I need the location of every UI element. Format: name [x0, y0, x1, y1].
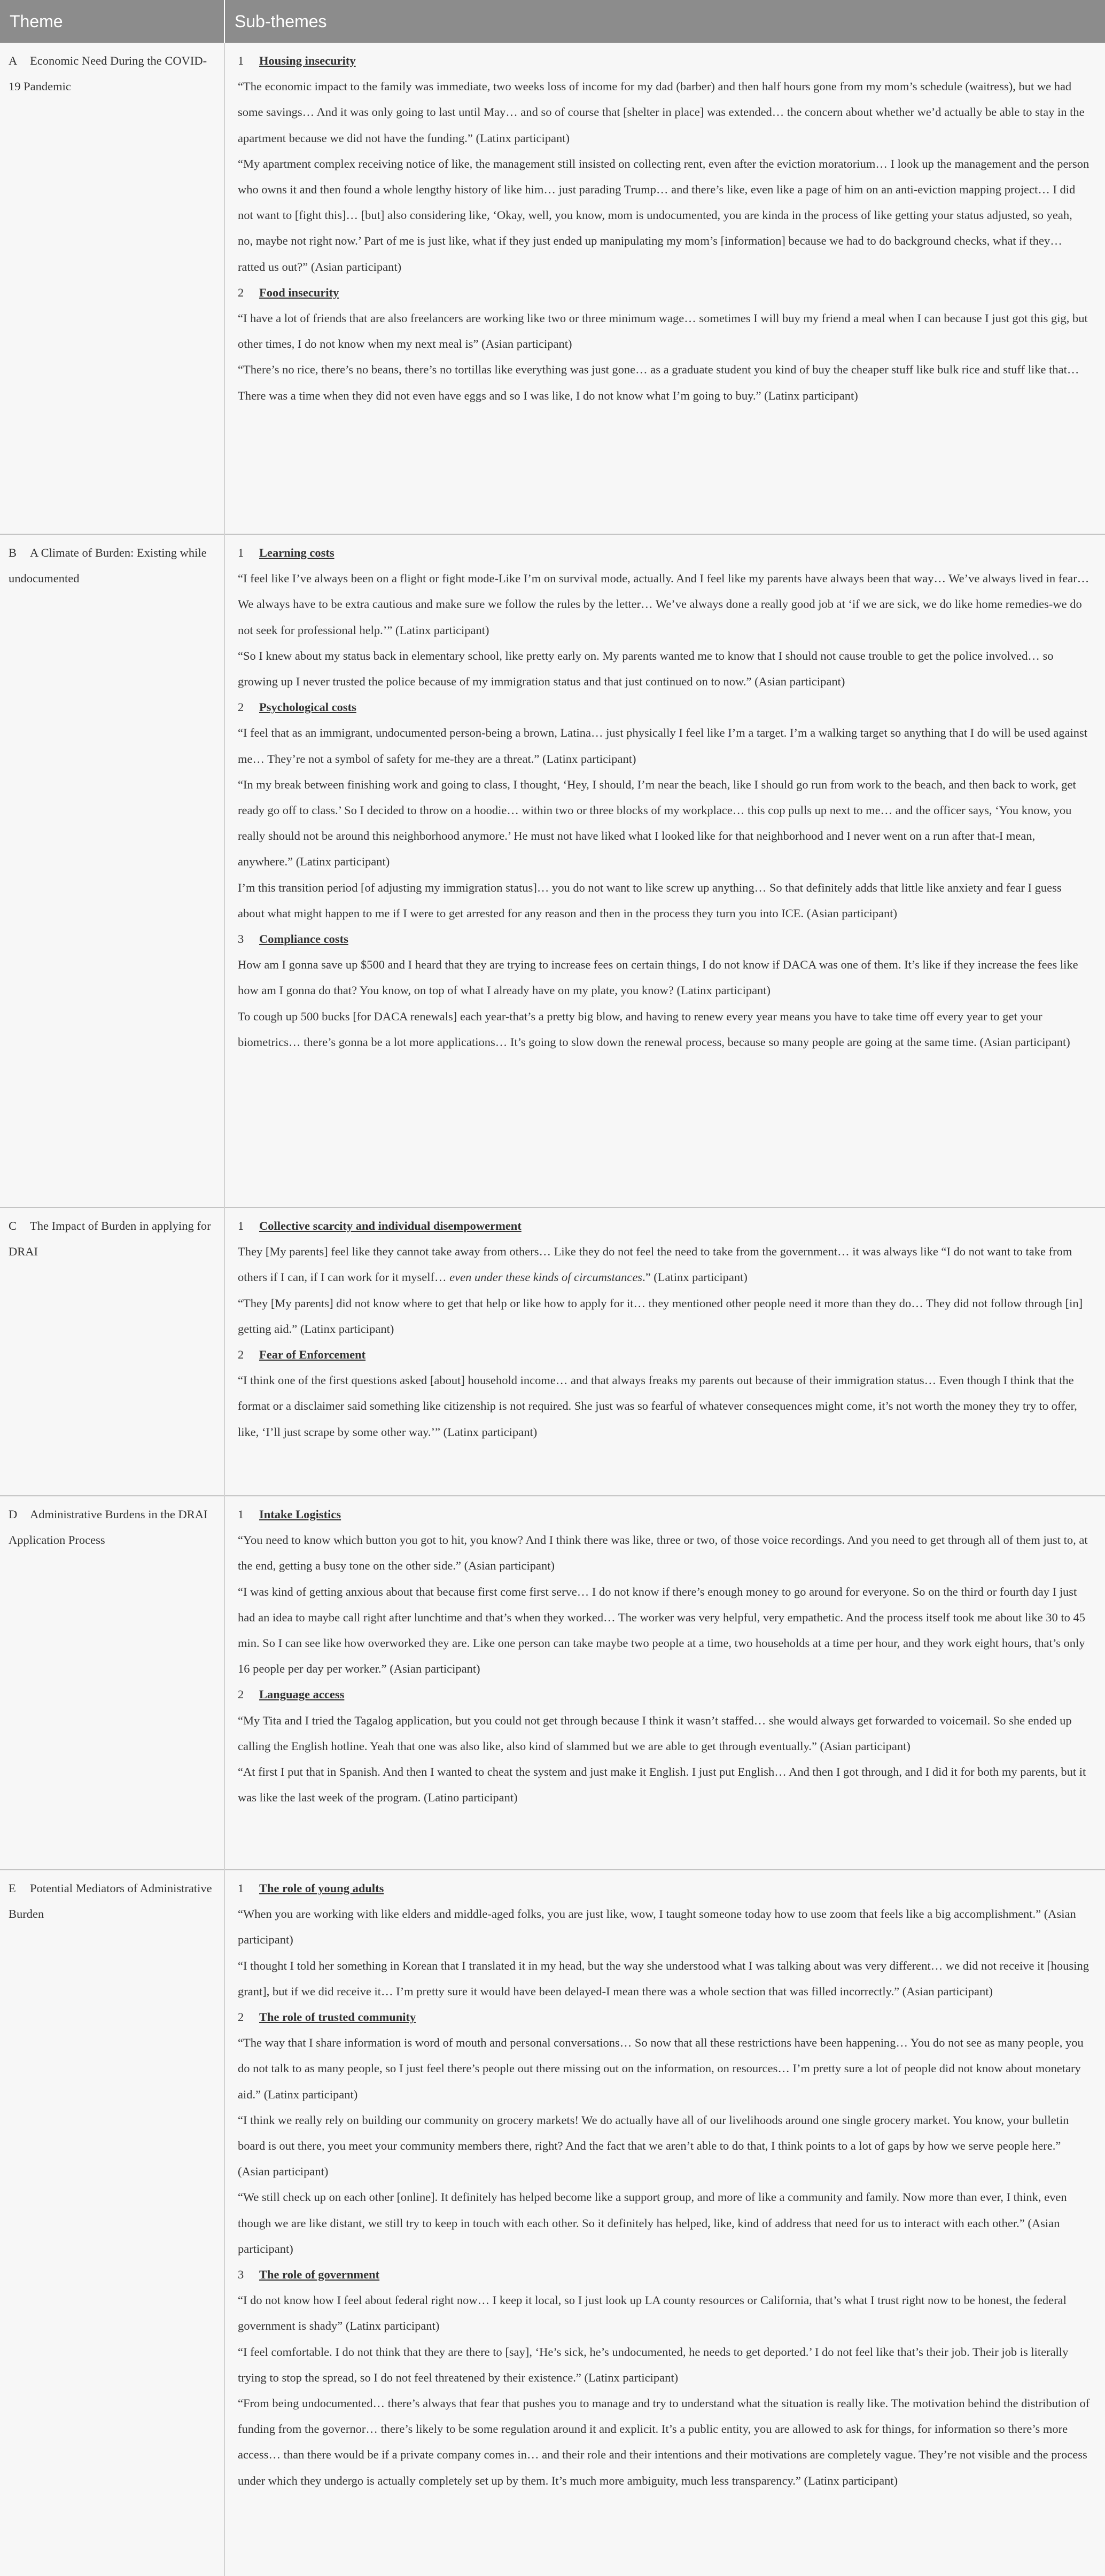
quote: To cough up 500 bucks [for DACA renewals] each year-that’s a pretty big blow, and having to renew every year means you have to take time off every year to get your biometrics… there’s gonna be a lot more applications… It’s going to slow down the renewal process, because so many people are going at the same time. (Asian participant): [238, 1009, 1070, 1049]
subtheme-heading: [238, 2004, 1090, 2030]
subtheme-number: 1: [238, 1882, 244, 1895]
subtheme-heading: [238, 1682, 1090, 1707]
quote: “I think one of the first questions asked [about] household income… and that always freaks my parents out because of their immigration status… Even though I think that the format or a disclaimer said something like citizenship is not required. She just was so fearful of whatever consequences might come, it’s not worth the money they try to offer, like, ‘I’ll just scrape by some other way.’” (Latinx participant): [238, 1373, 1077, 1439]
quote: “There’s no rice, there’s no beans, there’s no tortillas like everything was just gone… as a graduate student you kind of buy the cheaper stuff like bulk rice and stuff like that… There was a time when they did not even have eggs and so I was like, I do not know what I’m going to buy.” (Latinx participant): [238, 363, 1079, 402]
quote: “My apartment complex receiving notice of like, the management still insisted on collecting rent, even after the eviction moratorium… I look up the management and the person who owns it and then found a whole lengthy history of like him… just parading Trump… and there’s like, even like a page of him on an anti-eviction mapping project… I did not want to [fight this]… [but] also considering like, ‘Okay, well, you know, mom is undocumented, you are kinda in the process of like getting your status adjusted, so yeah, no, maybe not right now.’ Part of me is just like, what if they just ended up manipulating my mom’s [information] because we had to do background checks, what if they… ratted us out?” (Asian participant): [238, 157, 1090, 274]
subtheme-title: Intake Logistics: [259, 1508, 341, 1521]
quote: “When you are working with like elders and middle-aged folks, you are just like, wow, I taught someone today how to use zoom that feels like a big accomplishment.” (Asian participant): [238, 1907, 1076, 1947]
quote: “We still check up on each other [online]. It definitely has helped become like a support group, and more of like a community and family. Now more than ever, I think, even though we are like distant, we still try to keep in touch with each other. So it definitely has helped, like, kind of address that need for us to interact with each other.” (Asian participant): [238, 2190, 1067, 2255]
quote: “From being undocumented… there’s always that fear that pushes you to manage and try to understand what the situation is really like. The motivation behind the distribution of funding from the governor… there’s likely to be some regulation around it and explicit. It’s a public entity, you are allowed to ask for things, for information so there’s more access… than there would be if a private company comes in… and their role and their intentions and their motivations are completely vague. They’re not visible and the process under which they undergo is actually completely set up by them. It’s much more ambiguity, much less transparency.” (Latinx participant): [238, 2397, 1090, 2487]
quote: “So I knew about my status back in elementary school, like pretty early on. My parents wanted me to know that I should not cause trouble to get the police involved… so growing up I never trusted the police because of my immigration status and that just continued on to now.” (Asian participant): [238, 649, 1054, 689]
subtheme-number: 1: [238, 54, 244, 67]
header-theme: Theme: [0, 0, 224, 43]
subtheme-title: Food insecurity: [259, 285, 339, 299]
quote: “I think we really rely on building our community on grocery markets! We do actually have all of our livelihoods around one single grocery market. You know, your bulletin board is out there, you meet your community members there, right? And the fact that we aren’t able to do that, I think points to a lot of gaps by how we serve people here.” (Asian participant): [238, 2113, 1069, 2179]
theme-row-a: [0, 43, 1105, 534]
subtheme-title: Housing insecurity: [259, 54, 356, 67]
subtheme-heading: [238, 1502, 1090, 1527]
subtheme-number: 3: [238, 2268, 244, 2282]
theme-cell: [0, 1207, 224, 1496]
subtheme-heading: [238, 2262, 1090, 2288]
quote: “In my break between finishing work and going to class, I thought, ‘Hey, I should, I’m near the beach, like I should go run from work to the beach, and then back to work, get ready go off to class.’ So I decided to throw on a hoodie… within two or three blocks of my workplace… this cop pulls up next to me… and the officer says, ‘You know, you really should not be around this neighborhood anymore.’ He must not have liked what I looked like for that neighborhood and I never went on a run after that-I mean, anywhere.” (Latinx participant): [238, 777, 1076, 869]
theme-name: Economic Need During the COVID-19 Pandemic: [9, 54, 207, 93]
subtheme-title: The role of government: [259, 2268, 380, 2282]
subthemes-cell: [224, 1207, 1105, 1496]
quote: How am I gonna save up $500 and I heard that they are trying to increase fees on certain things, I do not know if DACA was one of them. It’s like if they increase the fees like how am I gonna do that? You know, on top of what I already have on my plate, you know? (Latinx participant): [238, 958, 1078, 997]
header-subthemes: Sub-themes: [224, 0, 1105, 43]
subtheme-title: Compliance costs: [259, 932, 348, 946]
subtheme-number: 1: [238, 1219, 244, 1232]
quote: [238, 1239, 1090, 1290]
theme-row-b: [0, 534, 1105, 1207]
subtheme-title: The role of trusted community: [259, 2010, 416, 2024]
table-header-row: [0, 0, 1105, 43]
subtheme-title: Learning costs: [259, 546, 334, 559]
quote-tail: .” (Latinx participant): [642, 1270, 748, 1284]
subtheme-heading: [238, 280, 1090, 306]
subtheme-heading: [238, 48, 1090, 74]
subtheme-number: 2: [238, 1348, 244, 1362]
subtheme-number: 3: [238, 932, 244, 946]
subtheme-title: Language access: [259, 1688, 345, 1701]
quote-text: They [My parents] feel like they cannot take away from others… Like they do not feel the need to take from the government… it was always like “I do not want to take from others if I can, if I can work for it myself…: [238, 1245, 1072, 1284]
subtheme-number: 2: [238, 285, 244, 299]
quote: “I do not know how I feel about federal right now… I keep it local, so I just look up LA county resources or California, that’s what I trust right now to be honest, the federal government is shady” (Latinx participant): [238, 2293, 1067, 2333]
quote: “You need to know which button you got to hit, you know? And I think there was like, three or two, of those voice recordings. And you need to get through all of them just to, at the end, getting a busy tone on the other side.” (Asian participant): [238, 1533, 1088, 1573]
subtheme-title: Fear of Enforcement: [259, 1348, 366, 1362]
quote: “I thought I told her something in Korean that I translated it in my head, but the way she understood what I was talking about was very different… we did not receive it [housing grant], but if we did receive it… I’m pretty sure it would have been delayed-I mean there was a whole section that was filled incorrectly.” (Asian participant): [238, 1958, 1089, 1998]
subtheme-title: Psychological costs: [259, 700, 356, 714]
subtheme-heading: [238, 1342, 1090, 1368]
subtheme-title: Collective scarcity and individual disempowerment: [259, 1219, 522, 1232]
subthemes-cell: [224, 1496, 1105, 1870]
subthemes-cell: [224, 43, 1105, 534]
subtheme-heading: [238, 926, 1090, 952]
subthemes-cell: [224, 534, 1105, 1207]
theme-name: A Climate of Burden: Existing while undocumented: [9, 546, 207, 586]
quote: “I feel that as an immigrant, undocumented person-being a brown, Latina… just physically I feel like I’m a target. I’m a walking target so anything that I do will be used against me… They’re not a symbol of safety for me-they are a threat.” (Latinx participant): [238, 726, 1087, 766]
theme-name: Administrative Burdens in the DRAI Application Process: [9, 1508, 208, 1547]
subtheme-title: The role of young adults: [259, 1882, 384, 1895]
theme-letter: E: [9, 1882, 16, 1895]
theme-name: The Impact of Burden in applying for DRAI: [9, 1219, 211, 1259]
theme-cell: [0, 534, 224, 1207]
quote: “I feel like I’ve always been on a flight or fight mode-Like I’m on survival mode, actually. And I feel like my parents have always been that way… We’ve always lived in fear… We always have to be extra cautious and make sure we follow the rules by the letter… We’ve always done a really good job at ‘if we are sick, we do like home remedies-we do not seek for professional help.’” (Latinx participant): [238, 572, 1090, 637]
theme-cell: [0, 43, 224, 534]
theme-letter: C: [9, 1219, 17, 1232]
theme-letter: D: [9, 1508, 18, 1521]
subtheme-number: 2: [238, 2010, 244, 2024]
quote: I’m this transition period [of adjusting my immigration status]… you do not want to like screw up anything… So that definitely adds that little like anxiety and fear I guess about what might happen to me if I were to get arrested for any reason and then in the process they turn you into ICE. (Asian participant): [238, 880, 1062, 920]
theme-name: Potential Mediators of Administrative Burden: [9, 1882, 212, 1921]
quote: “They [My parents] did not know where to get that help or like how to apply for it… they mentioned other people need it more than they do… They did not follow through [in] getting aid.” (Latinx participant): [238, 1296, 1083, 1336]
subtheme-heading: [238, 1213, 1090, 1239]
quote: “At first I put that in Spanish. And then I wanted to cheat the system and just make it English. I just put English… And then I got through, and I did it for both my parents, but it was like the last week of the program. (Latino participant): [238, 1765, 1086, 1805]
theme-row-d: [0, 1496, 1105, 1870]
subtheme-number: 2: [238, 1688, 244, 1701]
subtheme-heading: [238, 540, 1090, 566]
theme-letter: B: [9, 546, 17, 559]
quote: “I have a lot of friends that are also freelancers are working like two or three minimum wage… sometimes I will buy my friend a meal when I can because I just got this gig, but other times, I do not know when my next meal is” (Asian participant): [238, 311, 1088, 351]
theme-letter: A: [9, 54, 18, 67]
quote: “The economic impact to the family was immediate, two weeks loss of income for my dad (barber) and then half hours gone from my mom’s schedule (waitress), but we had some savings… And it was only going to last until May… and so of course that [shelter in place] was extended… the concern about whether we’d actually be able to stay in the apartment because we did not have the funding.” (Latinx participant): [238, 80, 1085, 145]
subtheme-number: 2: [238, 700, 244, 714]
subtheme-number: 1: [238, 546, 244, 559]
subthemes-cell: [224, 1870, 1105, 2576]
subtheme-number: 1: [238, 1508, 244, 1521]
theme-row-e: [0, 1870, 1105, 2576]
theme-row-c: [0, 1207, 1105, 1496]
quote: “My Tita and I tried the Tagalog application, but you could not get through because I think it wasn’t staffed… she would always get forwarded to voicemail. So she ended up calling the English hotline. Yeah that one was also like, also kind of slammed but we are able to get through eventually.” (Asian participant): [238, 1713, 1072, 1753]
subtheme-heading: [238, 1876, 1090, 1901]
quote-emphasis: even under these kinds of circumstances: [446, 1270, 643, 1284]
theme-cell: [0, 1496, 224, 1870]
quote: “I was kind of getting anxious about that because first come first serve… I do not know if there’s enough money to go around for everyone. So on the third or fourth day I just had an idea to maybe call right after lunchtime and that’s when they worked… The worker was very helpful, very empathetic. And the process itself took me about like 30 to 45 min. So I can see like how overworked they are. Like one person can take maybe two people at a time, two households at a time per hour, and they work eight hours, that’s only 16 people per day per worker.” (Asian participant): [238, 1584, 1085, 1676]
subtheme-heading: [238, 694, 1090, 720]
quote: “The way that I share information is word of mouth and personal conversations… So now that all these restrictions have been happening… You do not see as many people, you do not talk to as many people, so I just feel there’s people out there missing out on the information, on resources… I’m pretty sure a lot of people did not know about monetary aid.” (Latinx participant): [238, 2036, 1084, 2101]
quote: “I feel comfortable. I do not think that they are there to [say], ‘He’s sick, he’s undocumented, he needs to get deported.’ I do not feel like that’s their job. Their job is literally trying to stop the spread, so I do not feel threatened by their existence.” (Latinx participant): [238, 2345, 1069, 2384]
theme-cell: [0, 1870, 224, 2576]
